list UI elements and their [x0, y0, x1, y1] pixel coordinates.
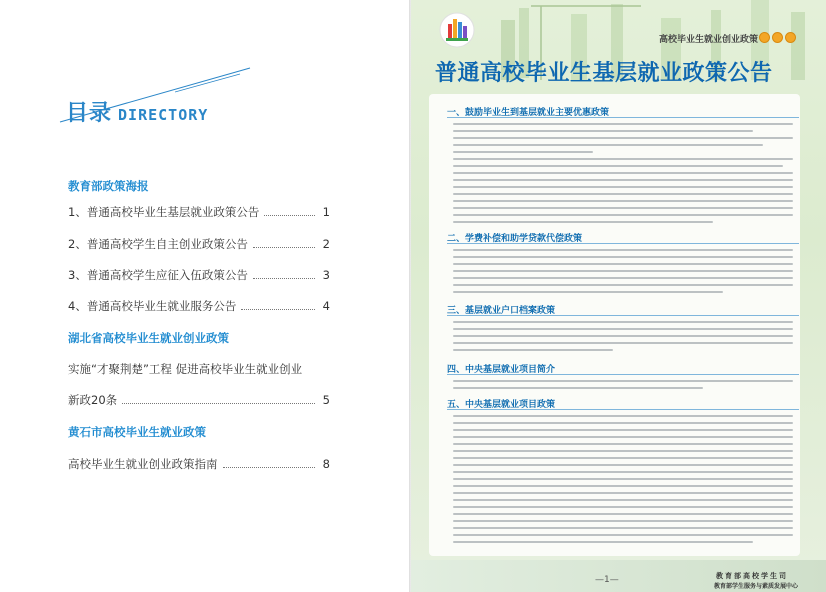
toc-entry-page: 8 [322, 457, 330, 471]
body-text-line [453, 478, 793, 480]
directory-page [0, 0, 410, 592]
body-text-line [453, 436, 793, 438]
body-text-line [453, 335, 793, 337]
body-text-line [453, 387, 703, 389]
toc-entry-title: 4、普通高校毕业生就业服务公告 [68, 299, 237, 313]
body-text-line [453, 328, 793, 330]
policy-poster-page [411, 0, 826, 592]
toc-entry-page: 3 [322, 268, 330, 282]
directory-title-cn: 目录 [66, 101, 113, 126]
toc-entry-page: 2 [322, 237, 330, 251]
policy-section-heading-2: 二、学费补偿和助学贷款代偿政策 [447, 234, 583, 244]
body-text-line [453, 380, 793, 382]
policy-section-heading-1: 一、鼓励毕业生到基层就业主要优惠政策 [447, 108, 610, 118]
toc-entry-title: 3、普通高校学生应征入伍政策公告 [68, 268, 248, 282]
section-divider [447, 315, 799, 316]
body-text-line [453, 485, 793, 487]
body-text-line [453, 520, 793, 522]
section-divider [447, 374, 799, 375]
toc-dot-leader [264, 214, 315, 216]
toc-dot-leader [122, 402, 315, 404]
toc-entry-title: 2、普通高校学生自主创业政策公告 [68, 237, 248, 251]
section-divider [447, 117, 799, 118]
toc-entry-6[interactable] [68, 456, 330, 472]
toc-dot-leader [253, 277, 315, 279]
body-text-line [453, 179, 793, 181]
toc-section-hubei: 湖北省高校毕业生就业创业政策 [68, 331, 229, 345]
toc-entry-page: 5 [322, 393, 330, 407]
toc-dot-leader [241, 308, 315, 310]
toc-dot-leader [253, 246, 315, 248]
toc-entry-title: 新政20条 [68, 393, 118, 407]
policy-section-heading-5: 五、中央基层就业项目政策 [447, 400, 556, 410]
body-text-line [453, 541, 753, 543]
body-text-line [453, 499, 793, 501]
body-text-line [453, 457, 793, 459]
body-text-line [453, 513, 793, 515]
publisher-line-1: 教育部高校学生司 [716, 572, 788, 580]
toc-entry-2[interactable] [68, 236, 330, 252]
toc-entry-4[interactable] [68, 298, 330, 314]
toc-entry-title: 高校毕业生就业创业政策指南 [68, 457, 218, 471]
page-number: —1— [595, 575, 619, 585]
body-text-line [453, 144, 763, 146]
body-text-line [453, 249, 793, 251]
policy-section-heading-3: 三、基层就业户口档案政策 [447, 306, 556, 316]
toc-entry-page: 4 [322, 299, 330, 313]
body-text-line [453, 151, 593, 153]
directory-title-en: DIRECTORY [118, 106, 209, 124]
body-text-line [453, 415, 793, 417]
poster-title: 普通高校毕业生基层就业政策公告 [435, 61, 773, 86]
body-text-line [453, 506, 793, 508]
toc-entry-5-line1[interactable] [68, 361, 302, 377]
education-logo-icon [439, 8, 475, 48]
body-text-line [453, 464, 793, 466]
body-text-line [453, 321, 793, 323]
body-text-line [453, 193, 793, 195]
series-badges [759, 32, 796, 43]
body-text-line [453, 429, 793, 431]
publisher-line-2: 教育部学生服务与素质发展中心 [713, 583, 798, 590]
body-text-line [453, 172, 793, 174]
body-text-line [453, 284, 793, 286]
section-divider [447, 243, 799, 244]
policy-section-heading-4: 四、中央基层就业项目简介 [447, 365, 556, 375]
body-text-line [453, 291, 723, 293]
toc-section-huangshi: 黄石市高校毕业生就业政策 [68, 425, 206, 439]
body-text-line [453, 443, 793, 445]
toc-section-moe: 教育部政策海报 [68, 179, 149, 193]
body-text-line [453, 492, 793, 494]
body-text-line [453, 207, 793, 209]
body-text-line [453, 130, 753, 132]
body-text-line [453, 450, 793, 452]
toc-entry-3[interactable] [68, 267, 330, 283]
body-text-line [453, 270, 793, 272]
section-divider [447, 409, 799, 410]
body-text-line [453, 349, 613, 351]
body-text-line [453, 342, 793, 344]
body-text-line [453, 527, 793, 529]
body-text-line [453, 200, 793, 202]
body-text-line [453, 137, 793, 139]
body-text-line [453, 471, 793, 473]
body-text-line [453, 221, 713, 223]
body-text-line [453, 534, 793, 536]
body-text-line [453, 123, 793, 125]
body-text-line [453, 256, 793, 258]
series-label: 高校毕业生就业创业政策 [658, 35, 758, 45]
body-text-line [453, 422, 793, 424]
toc-dot-leader [223, 466, 316, 468]
body-text-line [453, 277, 793, 279]
directory-title [66, 96, 208, 127]
body-text-line [453, 158, 793, 160]
toc-entry-5[interactable] [68, 392, 330, 408]
toc-entry-1[interactable] [68, 204, 330, 220]
body-text-line [453, 186, 793, 188]
toc-entry-title: 实施“才聚荆楚”工程 促进高校毕业生就业创业 [68, 362, 303, 376]
toc-entry-title: 1、普通高校毕业生基层就业政策公告 [68, 205, 260, 219]
toc-entry-page: 1 [322, 205, 330, 219]
body-text-line [453, 214, 793, 216]
body-text-line [453, 263, 793, 265]
body-text-line [453, 165, 783, 167]
